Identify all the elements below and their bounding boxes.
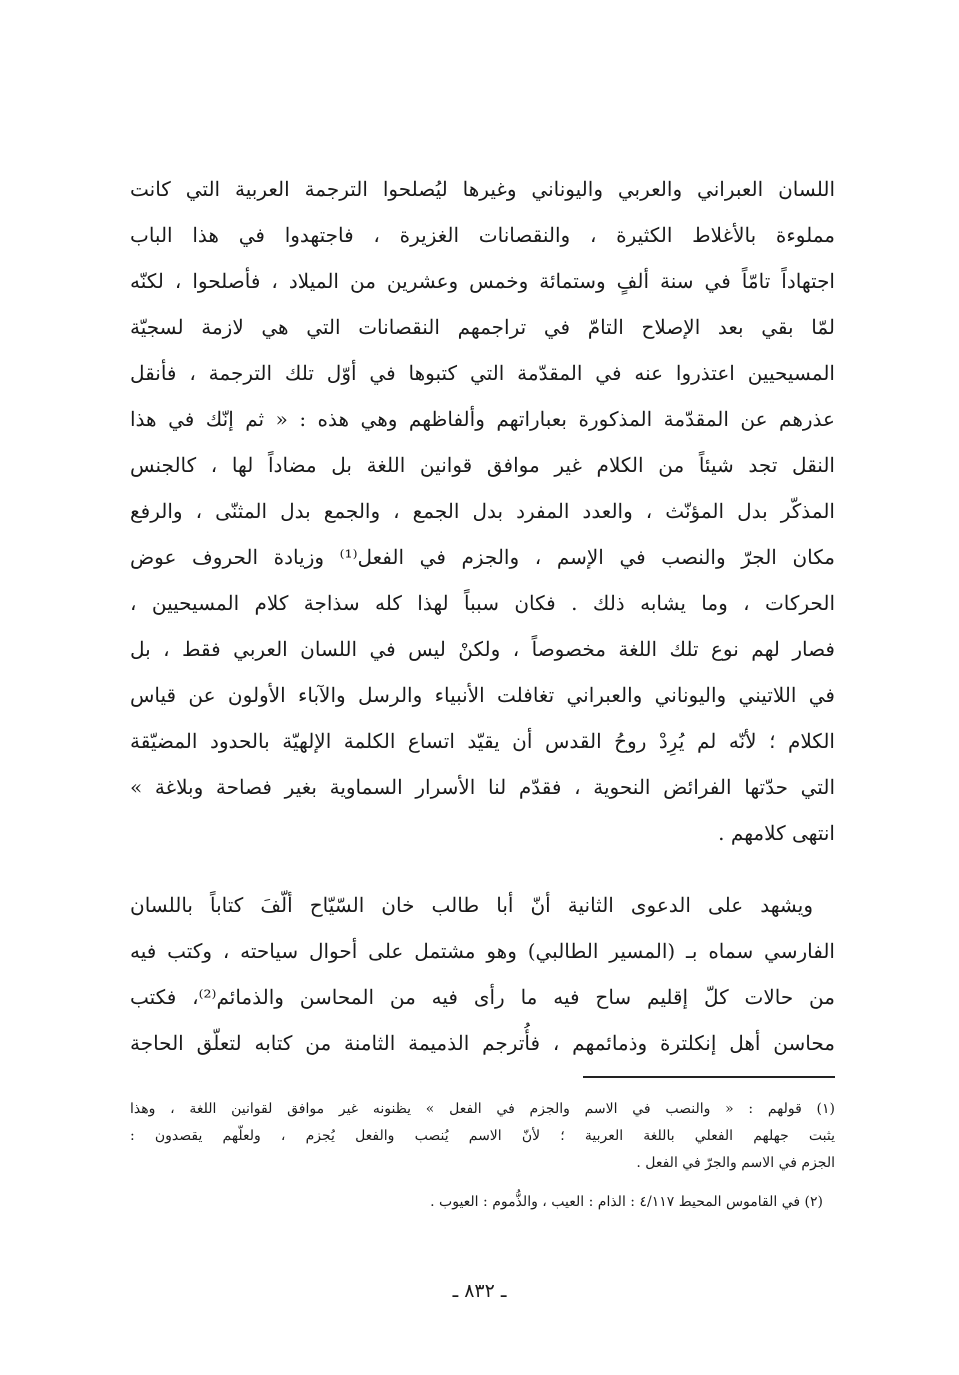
- text-line: الكلام ؛ لأنّه لم يُرِدْ روحُ القدس أن يقيّد اتساع الكلمة الإلهيّة بالحدود المضيّقة: [130, 729, 835, 753]
- text-line: اللسان العبراني والعربي واليوناني وغيرها ليُصلحوا الترجمة العربية التي كانت: [130, 177, 835, 201]
- footnote-separator: [583, 1076, 835, 1078]
- page-number: ـ ٨٣٢ ـ: [452, 1280, 507, 1302]
- footnote-1-line: الجزم في الاسم والجرّ في الفعل .: [636, 1155, 835, 1171]
- text-line: محاسن أهل إنكلترة وذمائمهم ، فأُترجم الذميمة الثامنة من كتابه لتعلّق الحاجة: [130, 1031, 835, 1055]
- text-line: فصار لهم نوع تلك اللغة مخصوصاً ، ولكنْ ليس في اللسان العربي فقط ، بل: [130, 637, 835, 661]
- text-line: المسيحيين اعتذروا عنه في المقدّمة التي كتبوها في أوّل تلك الترجمة ، فأنقل: [130, 361, 835, 385]
- footnotes: [130, 1096, 835, 1216]
- main-paragraph-2: [130, 882, 835, 1066]
- footnote-2: (٢) في القاموس المحيط ٤/١١٧ : الذام : العيب ، والذُّموم : العيوب .: [430, 1194, 823, 1210]
- text-line: من حالات كلّ إقليم ساح فيه ما رأى فيه من المحاسن والذمائم⁽²⁾، فكتب: [130, 985, 835, 1009]
- text-line: الحركات ، وما يشابه ذلك . فكان سبباً لهذا كله سذاجة كلام المسيحيين ،: [130, 591, 835, 615]
- text-line: مملوءة بالأغلاط الكثيرة ، والنقصانات الغزيرة ، فاجتهدوا في هذا الباب: [130, 223, 835, 247]
- text-line: لمّا بقي بعد الإصلاح التامّ في تراجمهم النقصانات التي هي لازمة لسجيّة: [130, 315, 835, 339]
- text-line: النقل تجد شيئاً من الكلام غير موافق قوانين اللغة بل مضاداً لها ، كالجنس: [130, 453, 835, 477]
- text-line: الفارسي سماه بـ (المسير الطالبي) وهو مشتمل على أحوال سياحته ، وكتب فيه: [130, 939, 835, 963]
- main-paragraph-1: [130, 166, 835, 856]
- footnote-1-line: يثبت جهلهم الفعلي باللغة العربية ؛ لأنّ الاسم يُنصب والفعل يُجزم ، ولعلّهم يقصدون :: [130, 1128, 835, 1144]
- text-line: التي حدّتها الفرائض النحوية ، فقدّم لنا الأسرار السماوية بغير فصاحة وبلاغة »: [130, 775, 835, 799]
- text-line: مكان الجرّ والنصب في الإسم ، والجزم في الفعل⁽¹⁾ وزيادة الحروف عوض: [130, 545, 835, 569]
- text-line: ويشهد على الدعوى الثانية أنّ أبا طالب خان السّيّاح ألّفَ كتاباً باللسان: [130, 893, 813, 917]
- footnote-1-line: (١) قولهم : « والنصب في الاسم والجزم في الفعل » يظنونه غير موافق لقوانين اللغة ، وهذا: [130, 1101, 835, 1117]
- text-line: المذكّر بدل المؤنّث ، والعدد المفرد بدل الجمع ، والجمع بدل المثنّى ، والرفع: [130, 499, 835, 523]
- text-line: في اللاتيني واليوناني والعبراني تغافلت الأنبياء والرسل والآباء الأولون عن قياس: [130, 683, 835, 707]
- text-line: اجتهاداً تامّاً في سنة ألفٍ وستمائة وخمس وعشرين من الميلاد ، فأصلحوا ، لكنّه: [130, 269, 835, 293]
- text-line: عذرهم عن المقدّمة المذكورة بعباراتهم وألفاظهم وهي هذه : « ثم إنّك في هذا: [130, 407, 835, 431]
- text-line: انتهى كلامهم .: [718, 821, 835, 845]
